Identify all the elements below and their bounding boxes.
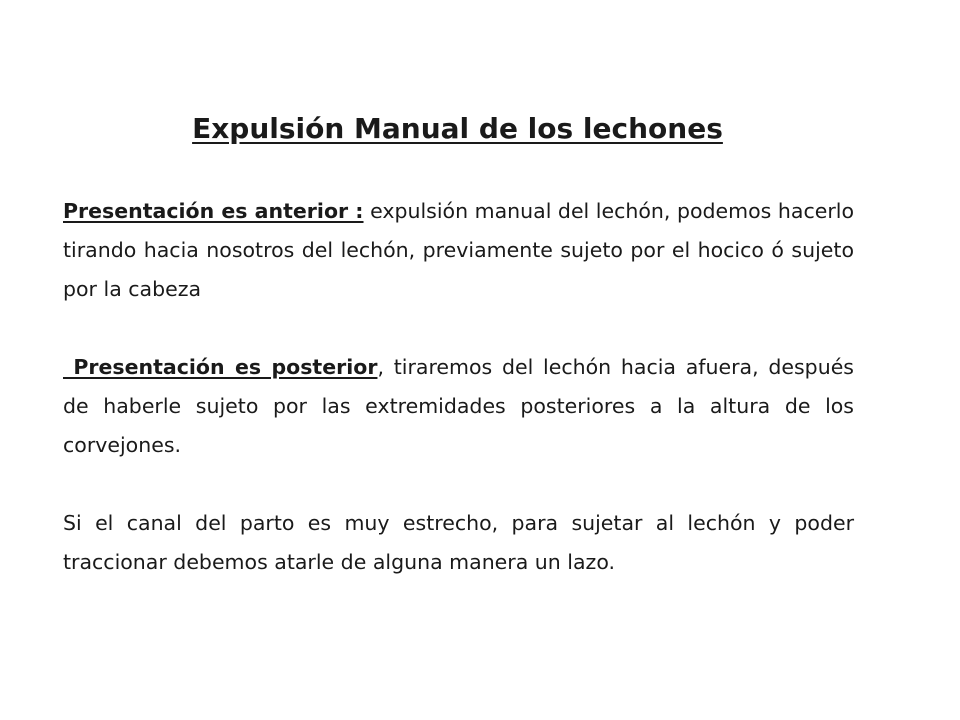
paragraph-text-canal: Si el canal del parto es muy estrecho, para sujetar al lechón y poder traccionar debemos atarle de alguna manera un lazo. xyxy=(63,511,854,574)
paragraph-lead-anterior: Presentación es anterior : xyxy=(63,199,364,223)
paragraph-lead-posterior: Presentación es posterior xyxy=(63,355,378,379)
paragraph-posterior xyxy=(63,348,854,465)
paragraph-anterior xyxy=(63,192,854,309)
slide-title: Expulsión Manual de los lechones xyxy=(192,112,723,145)
paragraph-canal xyxy=(63,504,854,582)
paragraph-text-anterior: expulsión manual del lechón, podemos hacerlo tirando hacia nosotros del lechón, previamente sujeto por el hocico ó sujeto por la cabeza xyxy=(63,199,855,301)
paragraph-text-posterior: , tiraremos del lechón hacia afuera, después de haberle sujeto por las extremidades posteriores a la altura de los corvejones. xyxy=(63,355,854,457)
slide-body xyxy=(63,192,854,621)
